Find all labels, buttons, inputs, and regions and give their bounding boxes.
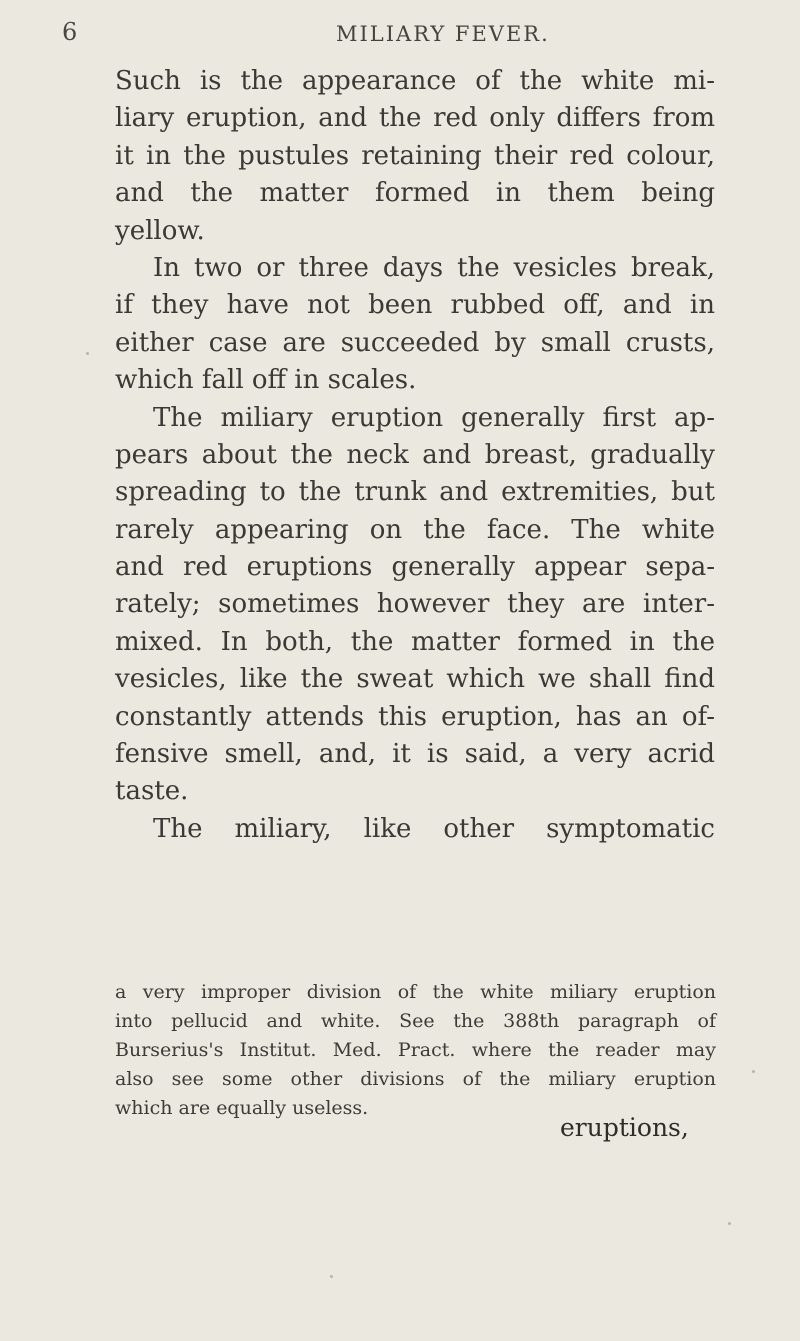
footnote-line: which are equally useless.	[115, 1097, 369, 1119]
text-line: constantly attends this eruption, has an of-	[115, 701, 715, 732]
text-line: pears about the neck and breast, gradually	[115, 439, 715, 470]
text-line: which fall off in scales.	[115, 365, 417, 396]
page-number: 6	[62, 18, 78, 46]
text-line: and red eruptions generally appear sepa-	[115, 552, 715, 583]
footnote-line: a very improper division of the white miliary eruption	[115, 981, 716, 1003]
text-line: Such is the appearance of the white mi-	[115, 66, 715, 96]
main-text	[115, 63, 715, 848]
text-line: rately; sometimes however they are inter-	[115, 589, 715, 620]
text-line: and the matter formed in them being	[115, 178, 715, 209]
text-line: The miliary, like other symptomatic	[153, 813, 715, 844]
footnote	[115, 978, 716, 1123]
text-line: yellow.	[115, 215, 205, 246]
text-line: vesicles, like the sweat which we shall find	[115, 664, 715, 695]
paper-speck	[330, 1275, 333, 1278]
paper-speck	[752, 1070, 755, 1073]
footnote-line: Burserius's Institut. Med. Pract. where the reader may	[115, 1039, 716, 1061]
text-line: liary eruption, and the red only differs from	[115, 103, 715, 134]
text-line: it in the pustules retaining their red colour,	[115, 140, 715, 171]
text-line: The miliary eruption generally first ap-	[153, 402, 715, 433]
footnote-line: also see some other divisions of the miliary eruption	[115, 1068, 716, 1090]
text-line: if they have not been rubbed off, and in	[115, 290, 715, 321]
running-title: MILIARY FEVER.	[336, 22, 550, 46]
text-line: In two or three days the vesicles break,	[153, 252, 715, 283]
text-line: spreading to the trunk and extremities, but	[115, 477, 715, 508]
footnote-line: into pellucid and white. See the 388th paragraph of	[115, 1010, 716, 1032]
paper-speck	[728, 1222, 731, 1225]
text-line: rarely appearing on the face. The white	[115, 514, 715, 545]
page-header	[0, 18, 800, 54]
text-line: either case are succeeded by small crusts,	[115, 327, 715, 358]
text-line: fensive smell, and, it is said, a very acrid	[115, 739, 715, 770]
paper-speck	[86, 352, 89, 355]
text-line: taste.	[115, 776, 189, 807]
text-line: mixed. In both, the matter formed in the	[115, 626, 715, 657]
catchword: eruptions,	[560, 1113, 689, 1142]
